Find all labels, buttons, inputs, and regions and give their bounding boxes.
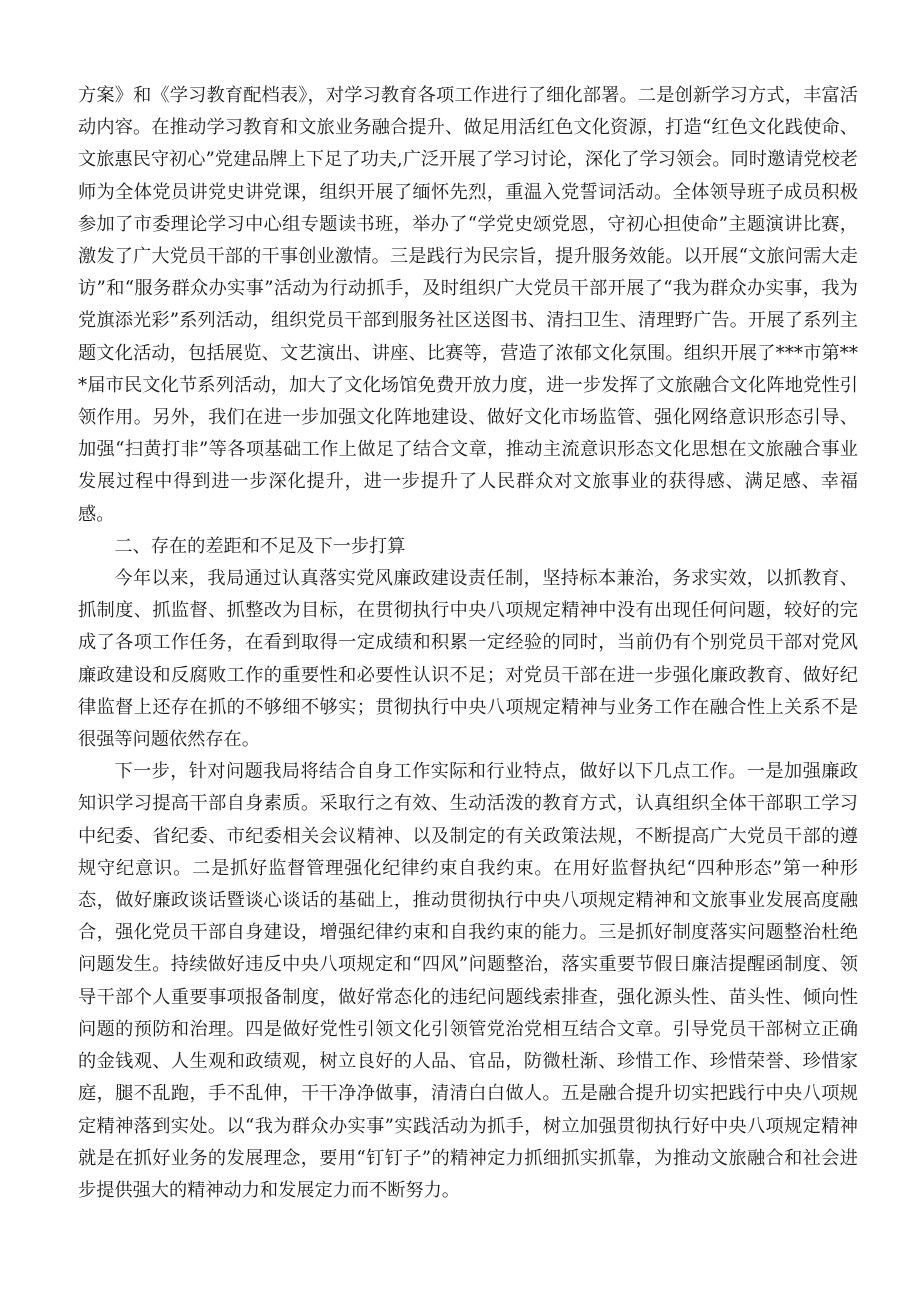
paragraph-next-steps: 下一步，针对问题我局将结合自身工作实际和行业特点，做好以下几点工作。一是加强廉政知识学习提高干部自身素质。采取行之有效、生动活泼的教育方式，认真组织全体干部职工学习中纪委、省纪委、市纪委相关会议精神、以及制定的有关政策法规，不断提高广大党员干部的遵规守纪意识。二是抓好监督管理强化纪律约束自我约束。在用好监督执纪“四种形态”第一种形态，做好廉政谈话暨谈心谈话的基础上，推动贯彻执行中央八项规定精神和文旅事业发展高度融合，强化党员干部自身建设，增强纪律约束和自我约束的能力。三是抓好制度落实问题整治杜绝问题发生。持续做好违反中央八项规定和“四风”问题整治，落实重要节假日廉洁提醒函制度、领导干部个人重要事项报备制度，做好常态化的违纪问题线索排查，强化源头性、苗头性、倾向性问题的预防和治理。四是做好党性引领文化引领管党治党相互结合文章。引导党员干部树立正确的金钱观、人生观和政绩观，树立良好的人品、官品，防微杜渐、珍惜工作、珍惜荣誉、珍惜家庭，腿不乱跑，手不乱伸，干干净净做事，清清白白做人。五是融合提升切实把践行中央八项规定精神落到实处。以“我为群众办实事”实践活动为抓手，树立加强贯彻执行好中央八项规定精神就是在抓好业务的发展理念，要用“钉钉子”的精神定力抓细抓实抓靠，为推动文旅融合和社会进步提供强大的精神动力和发展定力而不断努力。: [78, 761, 858, 1201]
paragraph-shortcomings: 今年以来，我局通过认真落实党风廉政建设责任制，坚持标本兼治，务求实效，以抓教育、抓制度、抓监督、抓整改为目标，在贯彻执行中央八项规定精神中没有出现任何问题，较好的完成了各项工作任务，在看到取得一定成绩和积累一定经验的同时，当前仍有个别党员干部对党风廉政建设和反腐败工作的重要性和必要性认识不足；对党员干部在进一步强化廉政教育、做好纪律监督上还存在抓的不够细不够实；贯彻执行中央八项规定精神与业务工作在融合性上关系不是很强等问题依然存在。: [78, 568, 858, 751]
section-heading: 二、存在的差距和不足及下一步打算: [114, 535, 406, 557]
document-page: [78, 80, 858, 1207]
paragraph-continued: 方案》和《学习教育配档表》，对学习教育各项工作进行了细化部署。二是创新学习方式，丰富活动内容。在推动学习教育和文旅业务融合提升、做足用活红色文化资源，打造“红色文化践使命、文旅惠民守初心”党建品牌上下足了功夫,广泛开展了学习讨论，深化了学习领会。同时邀请党校老师为全体党员讲党史讲党课，组织开展了缅怀先烈，重温入党誓词活动。全体领导班子成员积极参加了市委理论学习中心组专题读书班，举办了“学党史颂党恩，守初心担使命”主题演讲比赛，激发了广大党员干部的干事创业激情。三是践行为民宗旨，提升服务效能。以开展“文旅问需大走访”和“服务群众办实事”活动为行动抓手，及时组织广大党员干部开展了“我为群众办实事，我为党旗添光彩”系列活动，组织党员干部到服务社区送图书、清扫卫生、清理野广告。开展了系列主题文化活动，包括展览、文艺演出、讲座、比赛等，营造了浓郁文化氛围。组织开展了***市第***届市民文化节系列活动，加大了文化场馆免费开放力度，进一步发挥了文旅融合文化阵地党性引领作用。另外，我们在进一步加强文化阵地建设、做好文化市场监管、强化网络意识形态引导、加强“扫黄打非”等各项基础工作上做足了结合文章，推动主流意识形态文化思想在文旅融合事业发展过程中得到进一步深化提升，进一步提升了人民群众对文旅事业的获得感、满足感、幸福感。: [78, 85, 858, 525]
